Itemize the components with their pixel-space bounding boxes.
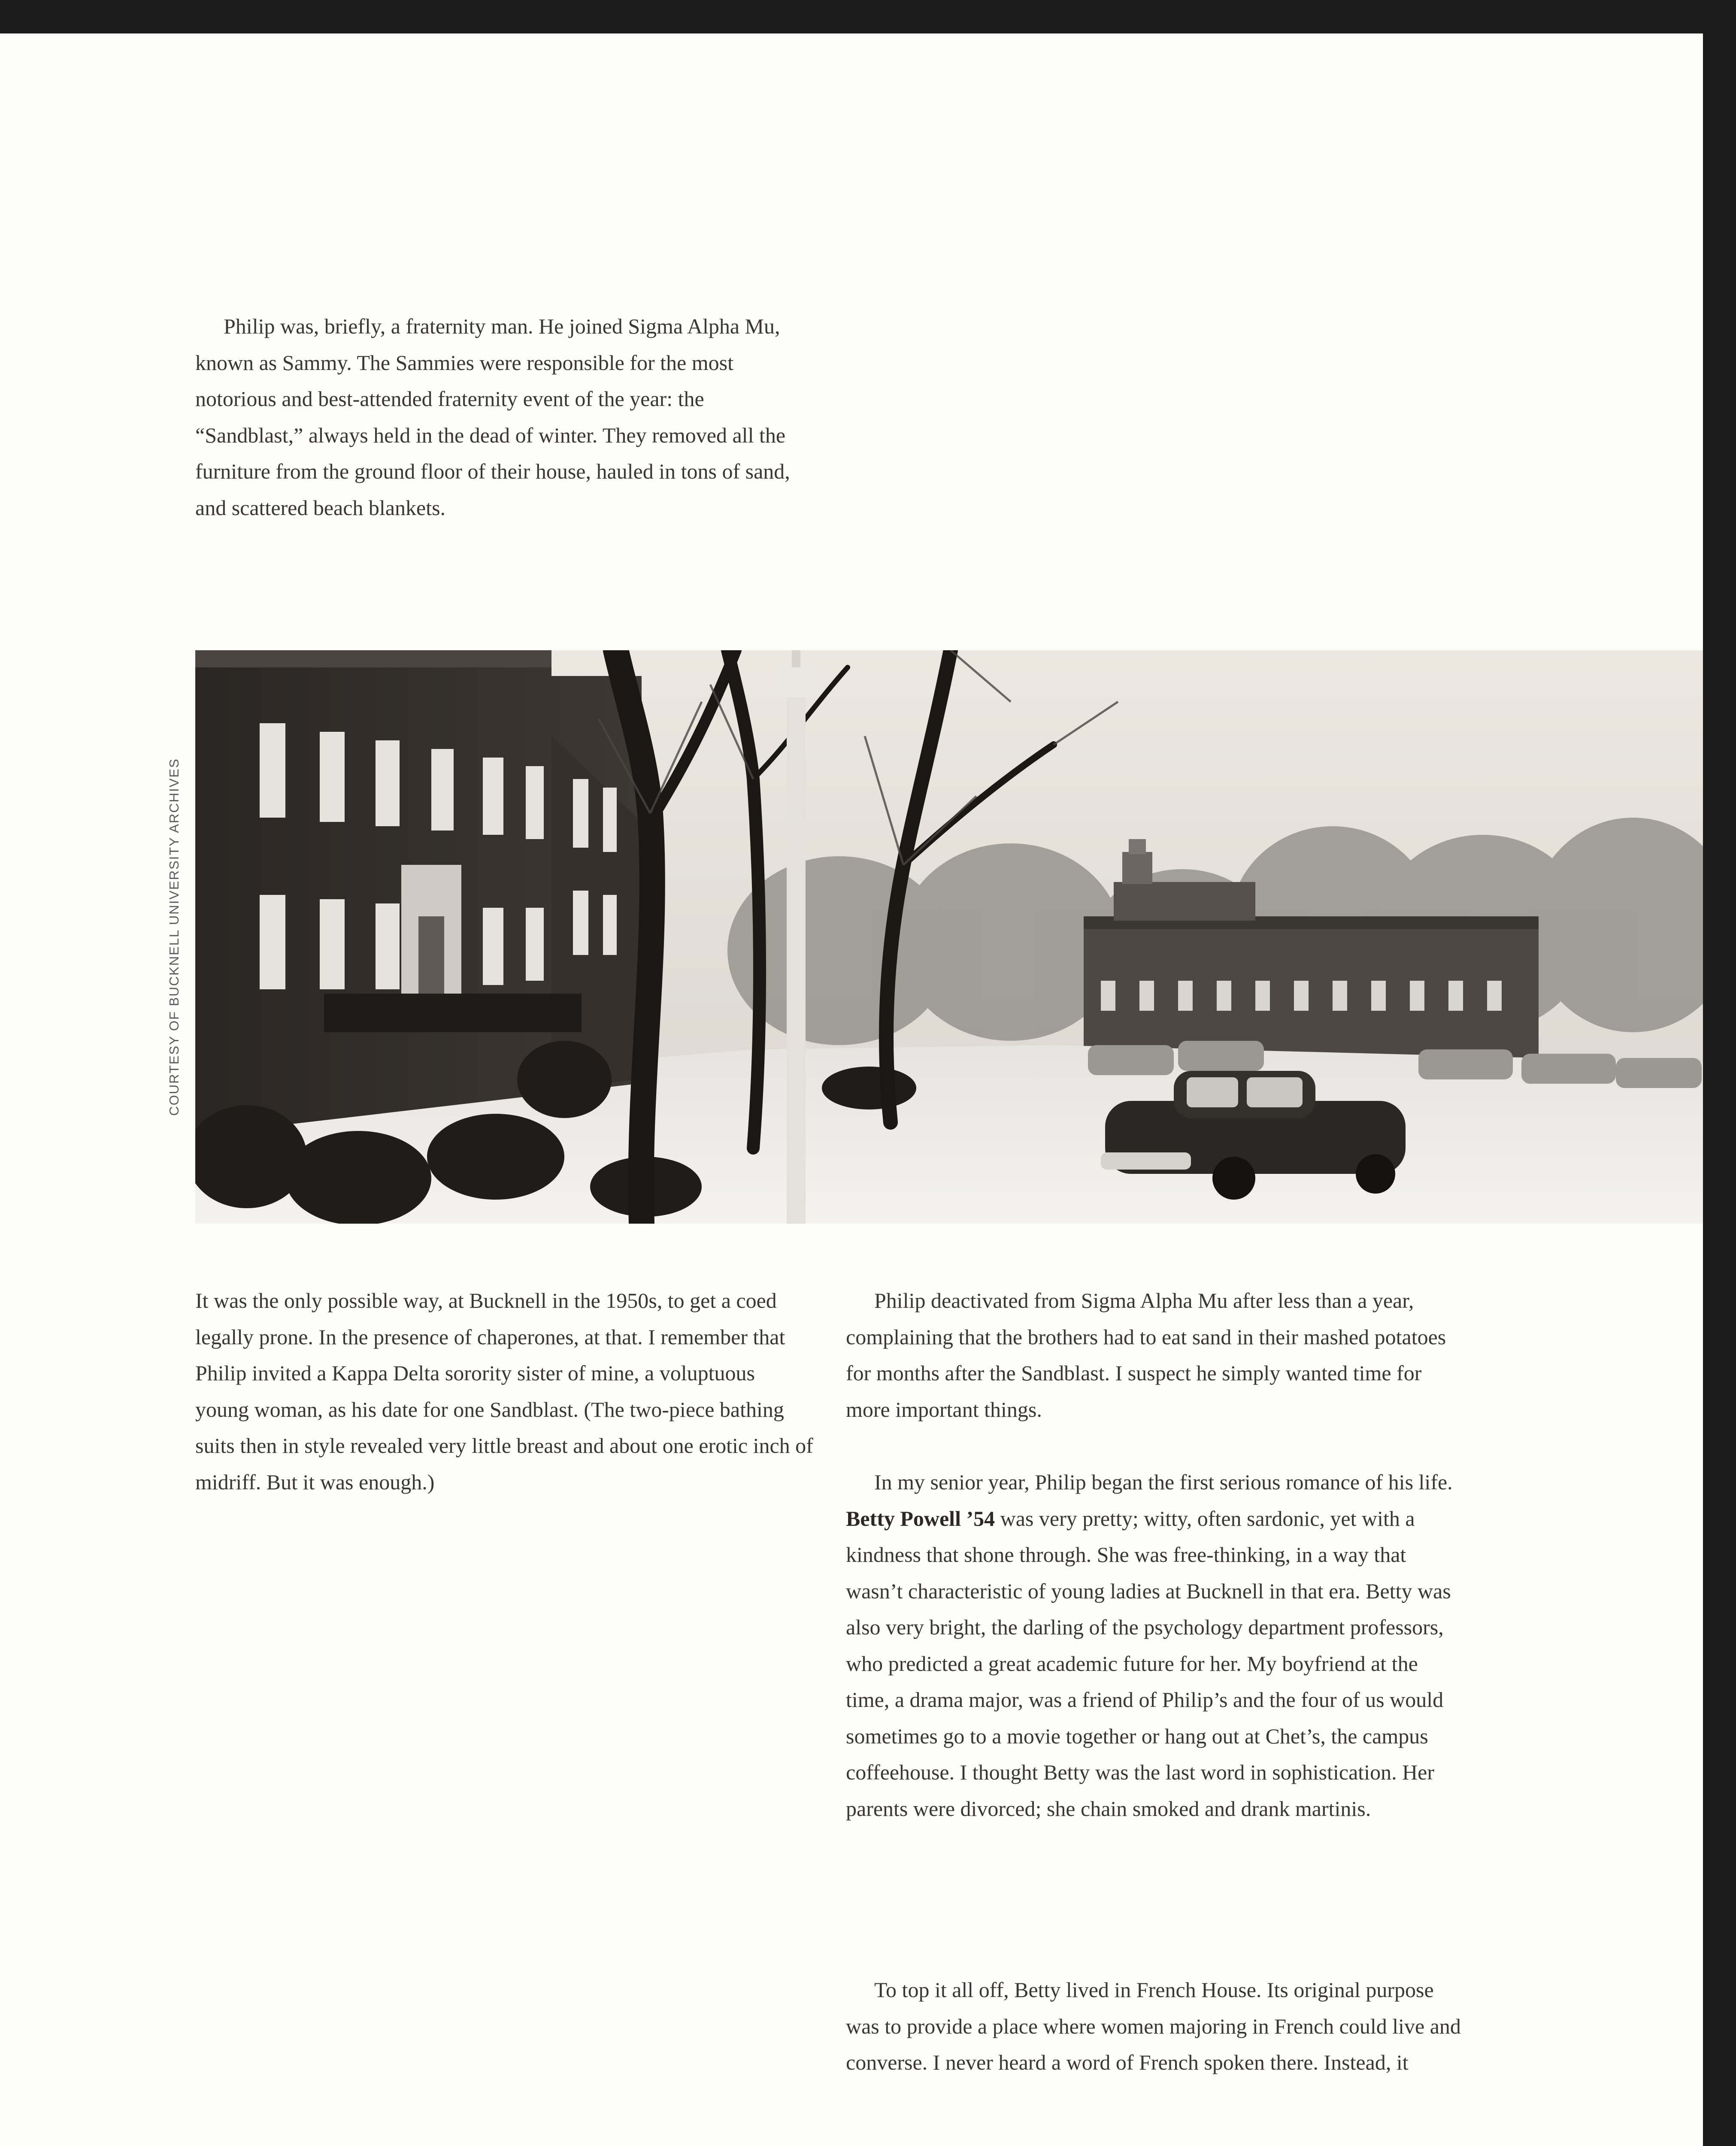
bold-name: Betty Powell ’54 bbox=[846, 1506, 995, 1531]
paragraph-lead: In my senior year, Philip began the first serious romance of his life. bbox=[874, 1470, 1453, 1494]
photo-credit: COURTESY OF BUCKNELL UNIVERSITY ARCHIVES bbox=[167, 758, 182, 1116]
paragraph-rest: was very pretty; witty, often sardonic, yet with a kindness that shone through. She was free-thinking, in a way that wasn’t characteristic of young ladies at Bucknell in that era. Betty was also very bright, the darling of the psychology department professors, who predicted a great academic future for her. My boyfriend at the time, a drama major, was a friend of Philip’s and the four of us would sometimes go to a movie together or hang out at Chet’s, the campus coffeehouse. I thought Betty was the last word in sophistication. Her parents were divorced; she chain smoked and drank martinis. bbox=[846, 1506, 1451, 1821]
right-column-paragraph-1: Philip deactivated from Sigma Alpha Mu after less than a year, complaining that the brothers had to eat sand in their mashed potatoes for months after the Sandblast. I suspect he simply wanted time for more important things. bbox=[846, 1288, 1446, 1422]
magazine-page bbox=[0, 33, 1703, 2146]
right-column-paragraph-2 bbox=[846, 1464, 1464, 1827]
left-column-paragraph: It was the only possible way, at Bucknell in the 1950s, to get a coed legally prone. In the presence of chaperones, at that. I remember that Philip invited a Kappa Delta sorority sister of mine, a voluptuous young woman, as his date for one Sandblast. (The two-piece bathing suits then in style revealed very little breast and about one erotic inch of midriff. But it was enough.) bbox=[195, 1288, 813, 1494]
right-column-paragraph-3: To top it all off, Betty lived in French House. Its original purpose was to provide a place where women majoring in French could live and converse. I never heard a word of French spoken there. Instead, it bbox=[846, 1978, 1461, 2074]
intro-paragraph: Philip was, briefly, a fraternity man. He joined Sigma Alpha Mu, known as Sammy. The Sammies were responsible for the most notorious and best-attended fraternity event of the year: the “Sandblast,” always held in the dead of winter. They removed all the furniture from the ground floor of their house, hauled in tons of sand, and scattered beach blankets. bbox=[195, 314, 790, 520]
campus-winter-photo bbox=[195, 650, 1703, 1224]
